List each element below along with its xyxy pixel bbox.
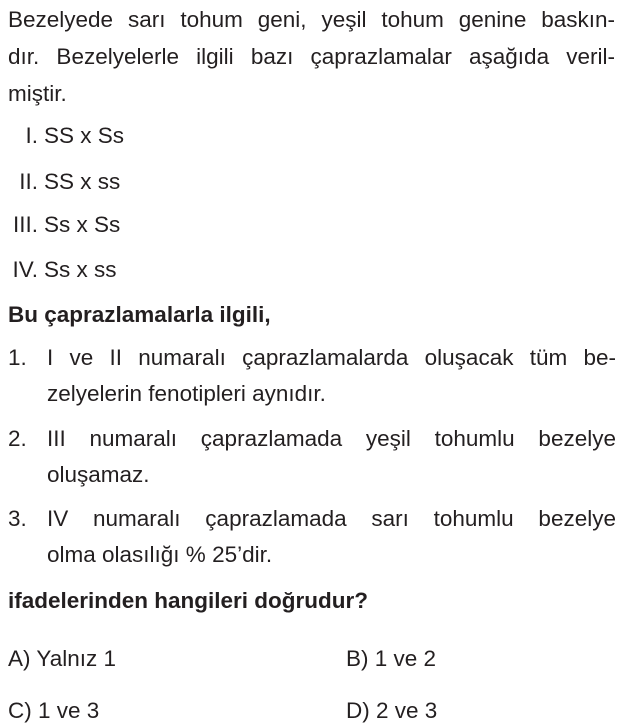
statement-3-line-1: IV numaralı çaprazlamada sarı tohumlu bezelye (47, 506, 616, 531)
option-c[interactable] (8, 700, 99, 723)
option-a[interactable] (8, 648, 116, 671)
cross-number: II. (19, 169, 38, 194)
cross-number: III. (12, 212, 38, 237)
statements-lead: Bu çaprazlamalarla ilgili, (8, 302, 271, 327)
option-b[interactable] (346, 648, 436, 671)
statement-2-line-1: III numaralı çaprazlamada yeşil tohumlu bezelye (47, 426, 616, 451)
option-text: 1 ve 3 (38, 698, 100, 723)
option-letter: C) (8, 698, 32, 723)
statement-number-3: 3. (8, 506, 27, 531)
cross-text: SS x Ss (44, 123, 125, 148)
cross-item-2 (0, 171, 120, 194)
cross-number: IV. (12, 257, 38, 282)
option-letter: A) (8, 646, 31, 671)
statement-3-line-2: olma olasılığı % 25’dir. (47, 542, 273, 567)
statement-1-line-1: I ve II numaralı çaprazlamalarda oluşacak tüm be- (47, 345, 616, 370)
option-letter: B) (346, 646, 369, 671)
cross-text: SS x ss (44, 169, 121, 194)
cross-text: Ss x Ss (44, 212, 121, 237)
question-stem-line-1: Bezelyede sarı tohum geni, yeşil tohum genine baskın- (8, 7, 615, 32)
question-stem-line-3: miştir. (8, 81, 67, 106)
option-text: Yalnız 1 (36, 646, 116, 671)
cross-number: I. (25, 123, 38, 148)
statement-number-2: 2. (8, 426, 27, 451)
cross-item-3 (0, 214, 120, 237)
cross-item-1 (0, 125, 124, 148)
question-prompt: ifadelerinden hangileri doğrudur? (8, 588, 369, 613)
option-letter: D) (346, 698, 370, 723)
statement-1-line-2: zelyelerin fenotipleri aynıdır. (47, 381, 326, 406)
statement-2-line-2: oluşamaz. (47, 462, 150, 487)
option-text: 1 ve 2 (374, 646, 437, 671)
statement-number-1: 1. (8, 345, 27, 370)
question-stem-line-2: dır. Bezelyelerle ilgili bazı çaprazlamalar aşağıda veril- (8, 44, 615, 69)
cross-item-4 (0, 259, 117, 282)
option-d[interactable] (346, 700, 437, 723)
cross-text: Ss x ss (44, 257, 117, 282)
option-text: 2 ve 3 (376, 698, 438, 723)
